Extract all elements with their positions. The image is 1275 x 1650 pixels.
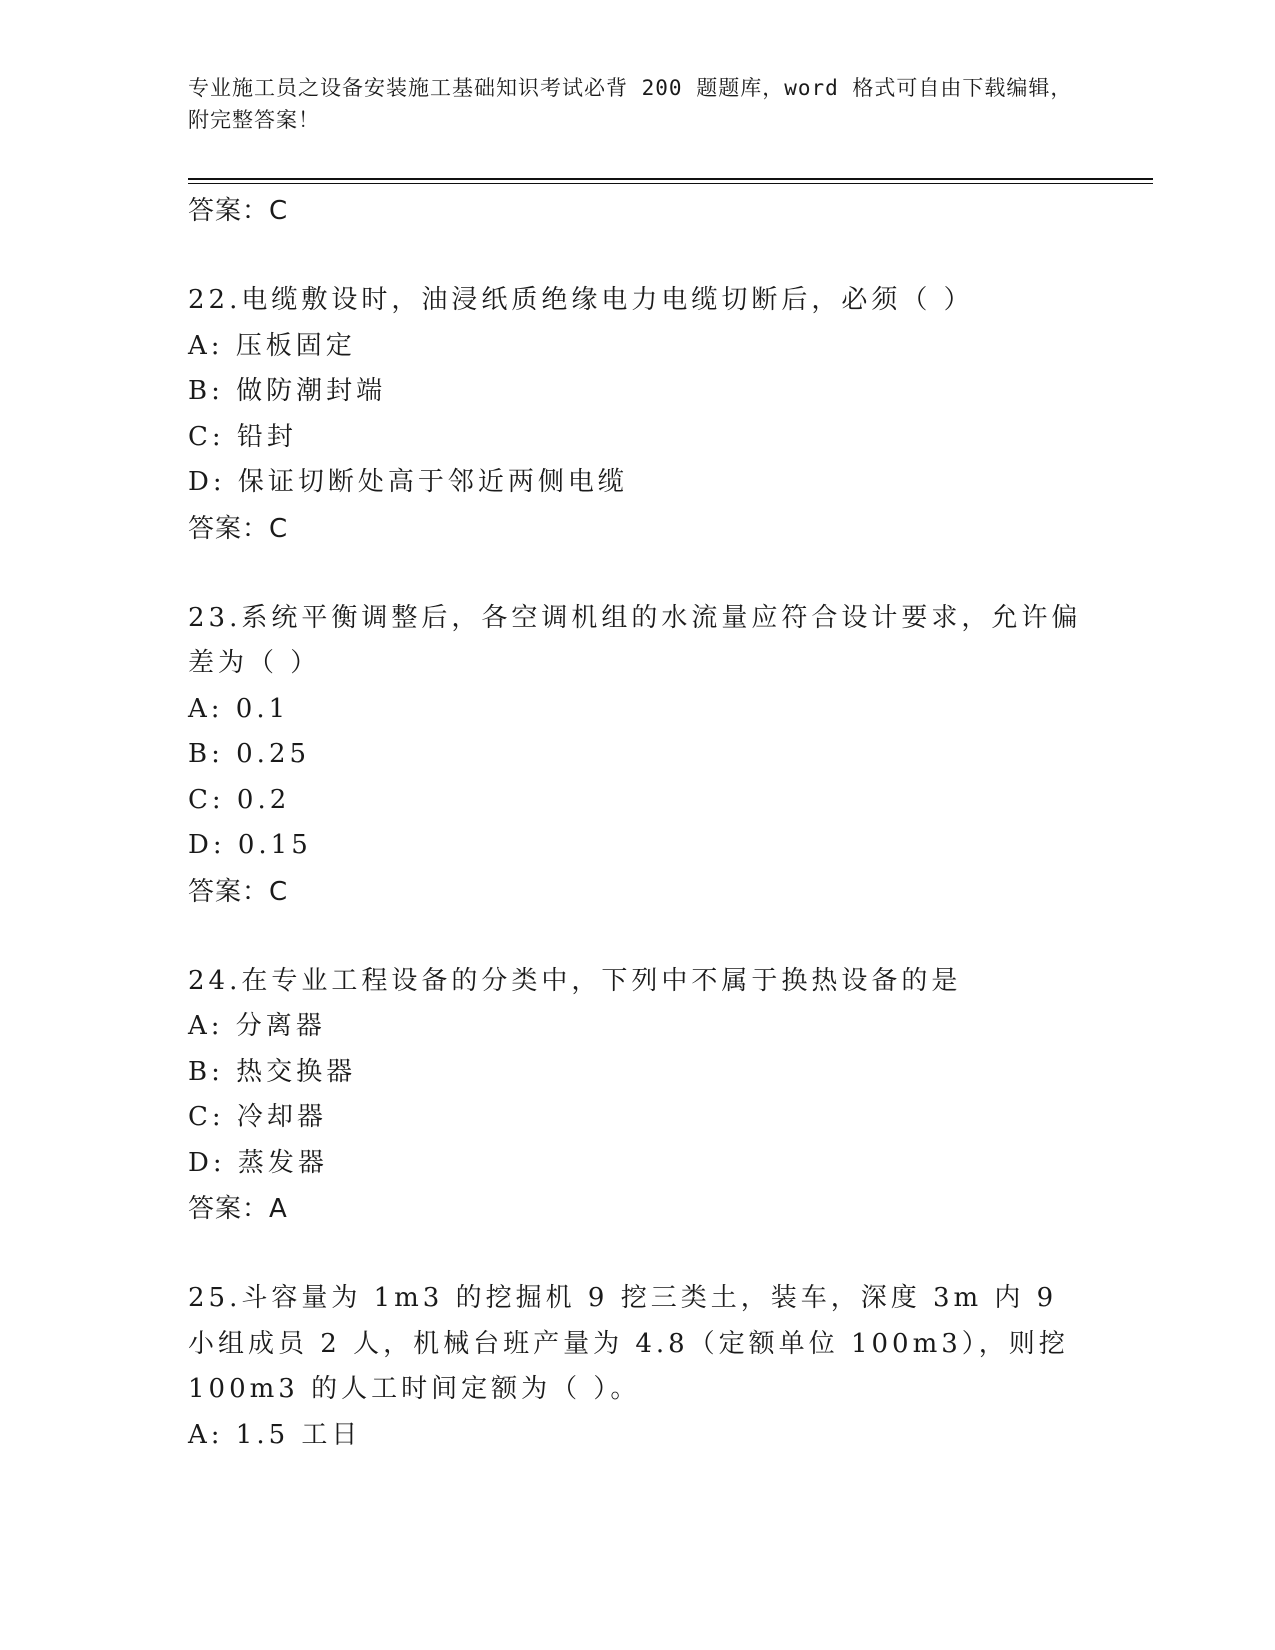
document-body [188,188,1088,1458]
option-d: D: 0.15 [188,830,312,860]
option-b: B: 0.25 [188,739,311,769]
document-header: 专业施工员之设备安装施工基础知识考试必背 200 题题库，word 格式可自由下载编辑，附完整答案！ [188,76,1073,132]
option-c: C: 0.2 [188,784,291,815]
header-divider [188,178,1153,180]
option-c: C: 冷却器 [188,1102,327,1132]
header-divider-thin [188,183,1153,184]
option-a: A: 压板固定 [188,330,356,361]
question-text: 24.在专业工程设备的分类中，下列中不属于换热设备的是 [188,965,962,996]
question-25 [188,1276,1088,1458]
option-c: C: 铅封 [188,421,297,452]
option-a: A: 分离器 [188,1011,326,1041]
question-22 [188,278,1088,552]
answer-line: 答案：C [188,513,289,544]
option-d: D: 保证切断处高于邻近两侧电缆 [188,467,628,497]
option-a: A: 0.1 [188,693,290,724]
option-b: B: 热交换器 [188,1056,357,1087]
question-text: 25.斗容量为 1m3 的挖掘机 9 挖三类土，装车，深度 3m 内 9 小组成员 2 人，机械台班产量为 4.8（定额单位 100m3），则挖 100m3 的人工时间定额为（ ）。 [188,1283,1069,1404]
answer-line: 答案：C [188,196,289,226]
question-23 [188,596,1088,915]
option-a: A: 1.5 工日 [188,1419,362,1450]
option-b: B: 做防潮封端 [188,376,387,406]
option-d: D: 蒸发器 [188,1147,328,1178]
answer-line: 答案：C [188,876,289,907]
question-text: 22.电缆敷设时，油浸纸质绝缘电力电缆切断后，必须（ ） [188,285,974,315]
question-text: 23.系统平衡调整后，各空调机组的水流量应符合设计要求，允许偏差为（ ） [188,602,1082,678]
answer-line: 答案：A [188,1194,288,1224]
question-24 [188,959,1088,1233]
